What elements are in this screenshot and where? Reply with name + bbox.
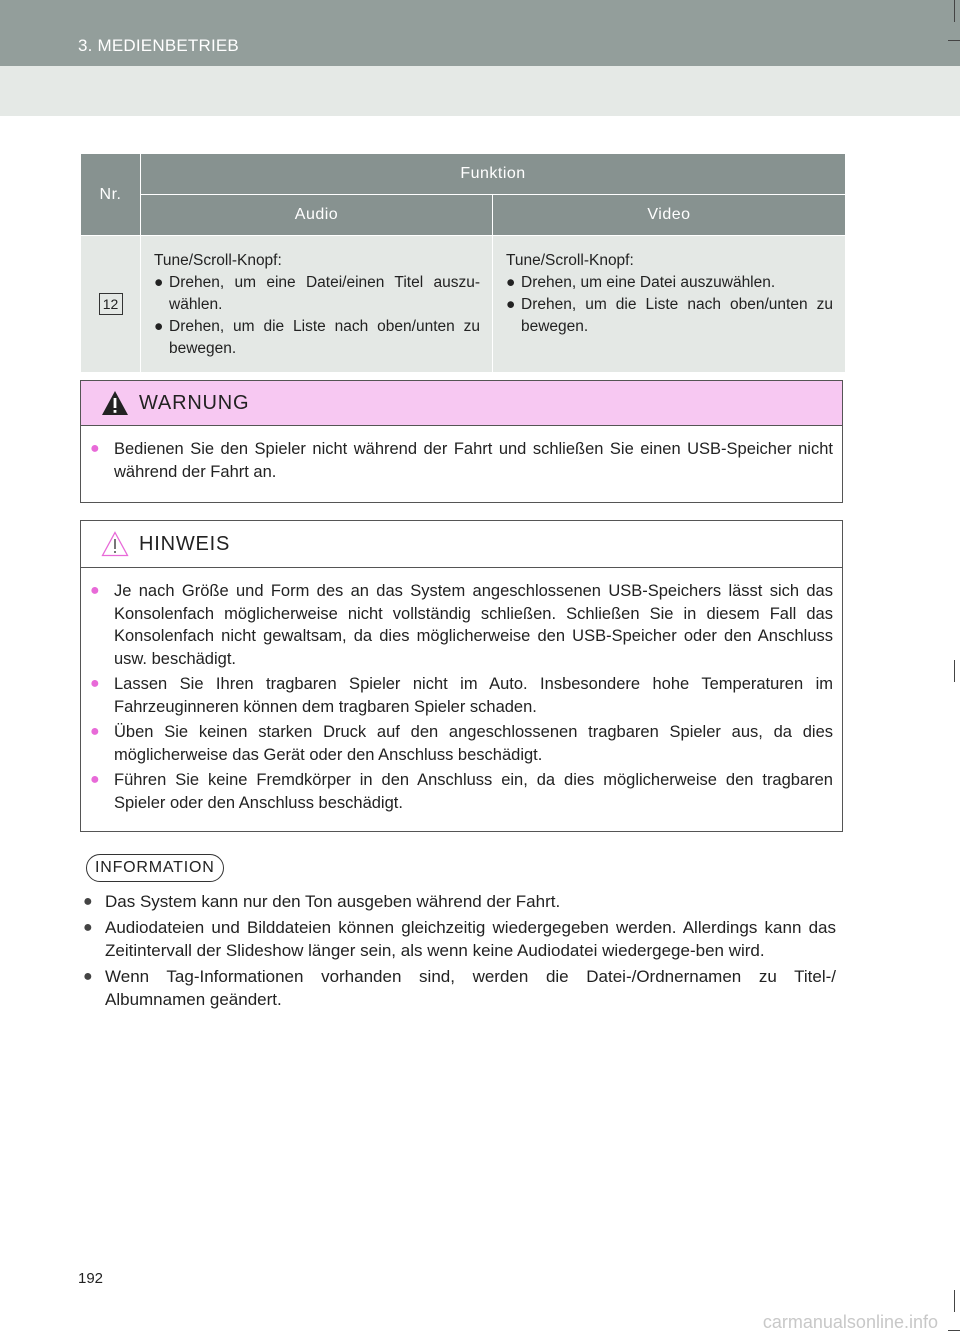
warning-item-1: Bedienen Sie den Spieler nicht während der Fahrt und schließen Sie einen USB-Speicher nicht während der Fahrt an. bbox=[114, 440, 833, 481]
chapter-title: 3. MEDIENBETRIEB bbox=[78, 36, 239, 55]
hint-title: HINWEIS bbox=[139, 532, 231, 555]
list-item bbox=[506, 294, 833, 338]
crop-mark bbox=[948, 1330, 960, 1331]
info-item-1: Das System kann nur den Ton ausgeben während der Fahrt. bbox=[105, 892, 561, 911]
bullet-icon: ● bbox=[506, 274, 516, 291]
bullet-icon: ● bbox=[83, 968, 93, 985]
bullet-icon: ● bbox=[90, 723, 100, 740]
list-item bbox=[90, 580, 833, 670]
table-row bbox=[81, 236, 846, 373]
audio-title: Tune/Scroll-Knopf: bbox=[154, 252, 282, 269]
crop-mark bbox=[954, 0, 955, 22]
hint-item-3: Üben Sie keinen starken Druck auf den angeschlossenen tragbaren Spieler aus, da dies möglicherweise das Gerät oder den Anschluss beschädigt. bbox=[114, 723, 833, 764]
list-item bbox=[90, 769, 833, 814]
video-bullet-1: Drehen, um eine Datei auszuwählen. bbox=[521, 274, 776, 291]
warning-title: WARNUNG bbox=[139, 391, 250, 414]
list-item bbox=[90, 438, 833, 483]
list-item bbox=[83, 916, 836, 962]
header-strip bbox=[0, 66, 960, 116]
watermark: carmanualsonline.info bbox=[762, 1312, 938, 1332]
bullet-icon: ● bbox=[90, 771, 100, 788]
information-badge: INFORMATION bbox=[86, 854, 224, 882]
video-cell bbox=[493, 236, 846, 373]
info-item-2: Audiodateien und Bilddateien können gleichzeitig wiedergegeben werden. Allerdings kann das Zeitintervall der Slideshow länger sein, als wenn keine Audiodatei wiedergege-ben wird. bbox=[105, 918, 836, 960]
audio-bullet-1: Drehen, um eine Datei/einen Titel auszu-wählen. bbox=[169, 274, 480, 313]
list-item bbox=[154, 272, 480, 316]
function-table bbox=[80, 153, 846, 373]
warning-header bbox=[81, 381, 842, 426]
list-item bbox=[83, 965, 836, 1011]
video-bullet-2: Drehen, um die Liste nach oben/unten zu bewegen. bbox=[521, 296, 833, 335]
col-header-audio: Audio bbox=[141, 195, 493, 236]
bullet-icon: ● bbox=[90, 675, 100, 692]
crop-mark bbox=[948, 40, 960, 41]
page-number: 192 bbox=[78, 1270, 104, 1287]
hint-item-2: Lassen Sie Ihren tragbaren Spieler nicht im Auto. Insbesondere hohe Temperaturen im Fahrzeuginneren können dem tragbaren Spieler schaden. bbox=[114, 675, 833, 716]
row-number-cell bbox=[81, 236, 141, 373]
col-header-nr: Nr. bbox=[81, 154, 141, 236]
crop-mark bbox=[954, 660, 955, 682]
bullet-icon: ● bbox=[154, 318, 164, 335]
warning-box bbox=[80, 380, 843, 503]
crop-mark bbox=[954, 1290, 955, 1312]
bullet-icon: ● bbox=[506, 296, 516, 313]
bullet-icon: ● bbox=[83, 893, 93, 910]
warning-triangle-icon bbox=[101, 390, 129, 416]
col-header-video: Video bbox=[493, 195, 846, 236]
col-header-function: Funktion bbox=[141, 154, 846, 195]
audio-bullet-2: Drehen, um die Liste nach oben/unten zu bewegen. bbox=[169, 318, 480, 357]
header-bar bbox=[0, 0, 960, 66]
bullet-icon: ● bbox=[154, 274, 164, 291]
information-list bbox=[83, 890, 836, 1014]
row-number: 12 bbox=[99, 293, 123, 315]
list-item bbox=[90, 673, 833, 718]
hint-item-1: Je nach Größe und Form des an das System angeschlossenen USB-Speichers lässt sich das Konsolenfach möglicherweise nicht vollständig schließen. Schließen Sie in diesem Fall das Konsolenfach nicht gewaltsam, da dies möglicherweise den USB-Speicher oder den Anschluss usw. beschädigt. bbox=[114, 582, 833, 668]
bullet-icon: ● bbox=[90, 440, 100, 457]
info-item-3: Wenn Tag-Informationen vorhanden sind, werden die Datei-/Ordnernamen zu Titel-/ Albumnamen geändert. bbox=[105, 967, 836, 1009]
list-item bbox=[83, 890, 836, 913]
list-item bbox=[506, 272, 833, 294]
hint-header bbox=[81, 521, 842, 568]
hint-item-4: Führen Sie keine Fremdkörper in den Anschluss ein, da dies möglicherweise den tragbaren Spieler oder den Anschluss beschädigt. bbox=[114, 771, 833, 812]
audio-cell bbox=[141, 236, 493, 373]
list-item bbox=[90, 721, 833, 766]
hint-box bbox=[80, 520, 843, 832]
warning-body bbox=[81, 426, 842, 483]
hint-body bbox=[81, 568, 842, 814]
caution-triangle-icon bbox=[101, 531, 129, 557]
video-title: Tune/Scroll-Knopf: bbox=[506, 252, 634, 269]
bullet-icon: ● bbox=[90, 582, 100, 599]
list-item bbox=[154, 316, 480, 360]
bullet-icon: ● bbox=[83, 919, 93, 936]
